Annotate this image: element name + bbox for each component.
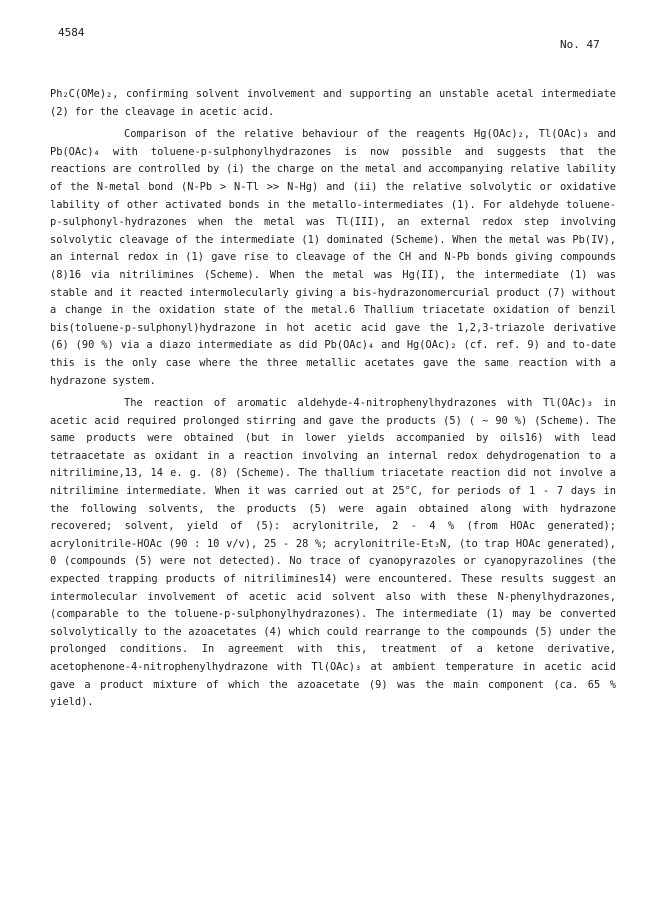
paragraph: The reaction of aromatic aldehyde-4-nitrophenylhydrazones with Tl(OAc)₃ in acetic acid required prolonged stirring and gave the products (5) ( ~ 90 %) (Scheme). The same products were obtained (but in lower yields accompanied by oils16) with lead tetraacetate as oxidant in a reaction involving an internal redox dehydrogenation to a nitrilimine,13, 14 e. g. (8) (Scheme). The thallium triacetate reaction did not involve a nitrilimine intermediate. When it was carried out at 25°C, for periods of 1 - 7 days in the following solvents, the products (5) were again obtained along with hydrazone recovered; solvent, yield of (5): acrylonitrile, 2 - 4 % (from HOAc generated); acrylonitrile-HOAc (90 : 10 v/v), 25 - 28 %; acrylonitrile-Et₃N, (to trap HOAc generated), 0 (compounds (5) were not detected). No trace of cyanopyrazoles or cyanopyrazolines (the expected trapping products of nitrilimines14) were encountered. These results suggest an intermolecular involvement of acetic acid solvent also with these N-phenylhydrazones, (comparable to the toluene-p-sulphonylhydrazones). The intermediate (1) may be converted solvolytically to the azoacetates (4) which could rearrange to the compounds (5) under the prolonged conditions. In agreement with this, treatment of a ketone derivative, acetophenone-4-nitrophenylhydrazone with Tl(OAc)₃ at ambient temperature in acetic acid gave a product mixture of which the azoacetate (9) was the main component (ca. 65 % yield). (50, 397, 616, 709)
page-number: 4584 (58, 26, 85, 39)
journal-number: No. 47 (560, 38, 600, 51)
paragraph: Comparison of the relative behaviour of the reagents Hg(OAc)₂, Tl(OAc)₃ and Pb(OAc)₄ with toluene-p-sulphonylhydrazones is now possible and suggests that the reactions are controlled by (i) the charge on the metal and accompanying relative lability of the N-metal bond (N-Pb > N-Tl >> N-Hg) and (ii) the relative solvolytic or oxidative lability of other activated bonds in the metallo-intermediates (1). For aldehyde toluene-p-sulphonyl-hydrazones when the metal was Tl(III), an external redox step involving solvolytic cleavage of the intermediate (1) dominated (Scheme). When the metal was Pb(IV), an internal redox in (1) gave rise to cleavage of the CH and N-Pb bonds giving compounds (8)16 via nitrilimines (Scheme). When the metal was Hg(II), the intermediate (1) was stable and it reacted intermolecularly giving a bis-hydrazonomercurial product (7) without a change in the oxidation state of the metal.6 Thallium triacetate oxidation of benzil bis(toluene-p-sulphonyl)hydrazone in hot acetic acid gave the 1,2,3-triazole derivative (6) (90 %) via a diazo intermediate as did Pb(OAc)₄ and Hg(OAc)₂ (cf. ref. 9) and to-date this is the only case where the three metallic acetates gave the same reaction with a hydrazone system. (50, 128, 616, 387)
paragraph: Ph₂C(OMe)₂, confirming solvent involvement and supporting an unstable acetal intermediate (2) for the cleavage in acetic acid. (50, 88, 616, 118)
article-body (50, 86, 616, 717)
